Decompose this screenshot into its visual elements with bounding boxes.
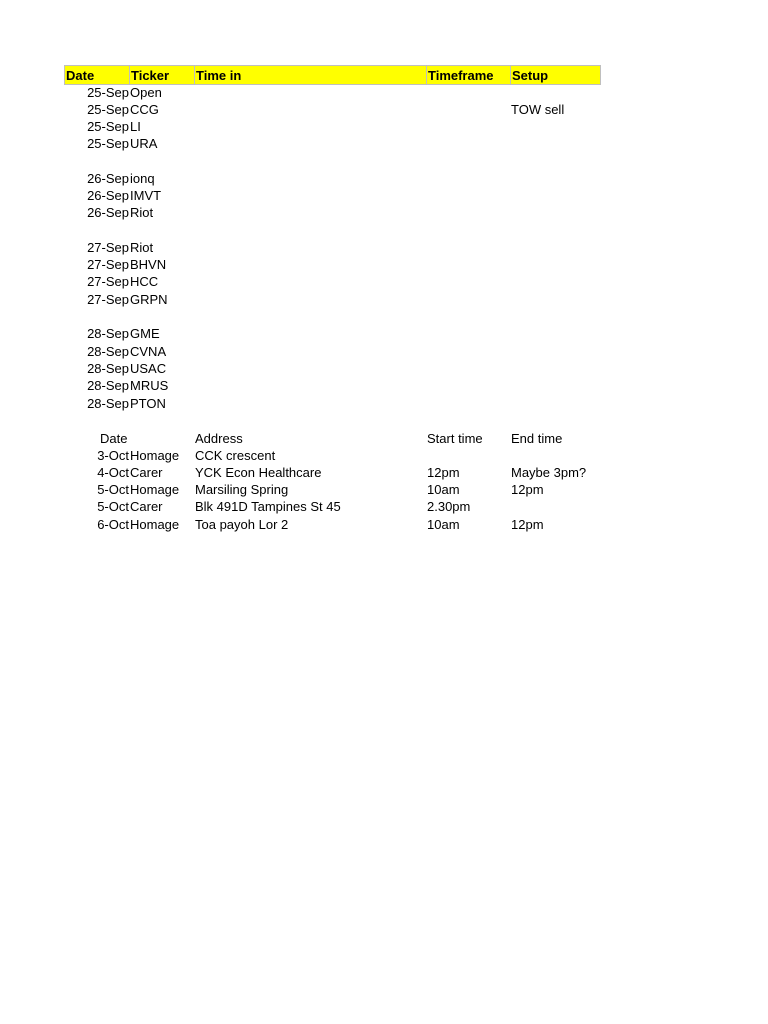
schedule-header-end[interactable]: End time	[511, 431, 563, 446]
trade-ticker[interactable]: Riot	[130, 240, 154, 255]
trade-date[interactable]: 26-Sep	[87, 171, 129, 186]
table-row	[64, 101, 601, 118]
schedule-end[interactable]	[511, 498, 601, 515]
schedule-date[interactable]: 5-Oct	[97, 499, 129, 514]
table-row	[64, 291, 601, 308]
schedule-type[interactable]: Carer	[130, 499, 163, 514]
trade-date[interactable]: 26-Sep	[87, 188, 129, 203]
trade-setup[interactable]	[511, 170, 601, 187]
header-date[interactable]: Date	[65, 66, 130, 84]
table-row	[64, 325, 601, 342]
header-ticker[interactable]: Ticker	[130, 66, 195, 84]
schedule-end[interactable]: 12pm	[511, 482, 544, 497]
schedule-header-date[interactable]: Date	[100, 431, 128, 446]
trade-ticker[interactable]: BHVN	[130, 257, 167, 272]
table-row	[64, 187, 601, 204]
trade-ticker[interactable]: PTON	[130, 396, 166, 411]
table-row	[64, 256, 601, 273]
trade-setup[interactable]	[511, 325, 601, 342]
header-timeframe[interactable]: Timeframe	[427, 66, 511, 84]
table-row	[64, 239, 601, 256]
trade-setup[interactable]	[511, 291, 601, 308]
schedule-address[interactable]: Marsiling Spring	[195, 482, 289, 497]
trade-setup[interactable]	[511, 187, 601, 204]
trade-ticker[interactable]: CCG	[130, 102, 159, 117]
schedule-type[interactable]: Carer	[130, 465, 163, 480]
trade-date[interactable]: 25-Sep	[87, 136, 129, 151]
table-row	[64, 395, 601, 412]
schedule-address[interactable]: Toa payoh Lor 2	[195, 517, 289, 532]
schedule-date[interactable]: 4-Oct	[97, 465, 129, 480]
trade-date[interactable]: 25-Sep	[87, 119, 129, 134]
trade-setup[interactable]	[511, 343, 601, 360]
trade-setup[interactable]: TOW sell	[511, 102, 565, 117]
header-setup[interactable]: Setup	[512, 68, 549, 83]
trade-setup[interactable]	[511, 239, 601, 256]
trade-ticker[interactable]: Open	[130, 85, 162, 100]
table-row	[64, 360, 601, 377]
header-row	[64, 65, 601, 85]
trade-date[interactable]: 25-Sep	[87, 85, 129, 100]
schedule-type[interactable]: Homage	[130, 448, 180, 463]
schedule-start[interactable]	[427, 447, 511, 464]
table-row	[64, 135, 601, 152]
table-row	[64, 170, 601, 187]
schedule-row	[64, 447, 601, 464]
schedule-header-row	[64, 430, 601, 447]
schedule-start[interactable]: 2.30pm	[427, 499, 471, 514]
schedule-date[interactable]: 6-Oct	[97, 517, 129, 532]
schedule-start[interactable]: 10am	[427, 517, 460, 532]
schedule-address[interactable]: YCK Econ Healthcare	[195, 465, 322, 480]
trade-setup[interactable]	[511, 118, 601, 135]
schedule-header-start[interactable]: Start time	[427, 431, 483, 446]
trade-setup[interactable]	[511, 395, 601, 412]
trade-setup[interactable]	[511, 204, 601, 221]
table-row	[64, 84, 601, 101]
trade-date[interactable]: 27-Sep	[87, 240, 129, 255]
schedule-date[interactable]: 5-Oct	[97, 482, 129, 497]
trade-ticker[interactable]: USAC	[130, 361, 167, 376]
trade-date[interactable]: 25-Sep	[87, 102, 129, 117]
table-row	[64, 343, 601, 360]
table-row	[64, 377, 601, 394]
schedule-header-address[interactable]: Address	[195, 431, 243, 446]
schedule-type[interactable]: Homage	[130, 482, 180, 497]
trade-date[interactable]: 26-Sep	[87, 205, 129, 220]
trade-ticker[interactable]: MRUS	[130, 378, 169, 393]
trade-date[interactable]: 28-Sep	[87, 361, 129, 376]
trade-ticker[interactable]: GME	[130, 326, 160, 341]
header-time-in[interactable]: Time in	[195, 66, 427, 84]
schedule-start[interactable]: 12pm	[427, 465, 460, 480]
schedule-address[interactable]: CCK crescent	[195, 448, 276, 463]
trade-setup[interactable]	[511, 360, 601, 377]
table-row	[64, 118, 601, 135]
schedule-address[interactable]: Blk 491D Tampines St 45	[195, 499, 341, 514]
trade-ticker[interactable]: LI	[130, 119, 141, 134]
trade-setup[interactable]	[511, 84, 601, 101]
trade-ticker[interactable]: GRPN	[130, 292, 168, 307]
trade-ticker[interactable]: HCC	[130, 274, 159, 289]
trade-date[interactable]: 28-Sep	[87, 396, 129, 411]
trade-date[interactable]: 27-Sep	[87, 292, 129, 307]
trade-ticker[interactable]: ionq	[130, 171, 155, 186]
schedule-row	[64, 481, 601, 498]
schedule-end[interactable]: Maybe 3pm?	[511, 465, 587, 480]
trade-ticker[interactable]: URA	[130, 136, 158, 151]
schedule-row	[64, 516, 601, 533]
schedule-start[interactable]: 10am	[427, 482, 460, 497]
trade-date[interactable]: 28-Sep	[87, 326, 129, 341]
trade-ticker[interactable]: Riot	[130, 205, 154, 220]
schedule-type[interactable]: Homage	[130, 517, 180, 532]
trade-date[interactable]: 27-Sep	[87, 274, 129, 289]
trade-setup[interactable]	[511, 135, 601, 152]
trade-date[interactable]: 27-Sep	[87, 257, 129, 272]
trade-date[interactable]: 28-Sep	[87, 344, 129, 359]
schedule-end[interactable]	[511, 447, 601, 464]
schedule-row	[64, 464, 601, 481]
schedule-row	[64, 498, 601, 515]
schedule-date[interactable]: 3-Oct	[97, 448, 129, 463]
schedule-end[interactable]: 12pm	[511, 517, 544, 532]
trade-ticker[interactable]: CVNA	[130, 344, 167, 359]
trade-date[interactable]: 28-Sep	[87, 378, 129, 393]
table-row	[64, 273, 601, 290]
trade-setup[interactable]	[511, 256, 601, 273]
trade-setup[interactable]	[511, 273, 601, 290]
table-row	[64, 204, 601, 221]
trade-ticker[interactable]: IMVT	[130, 188, 162, 203]
trade-setup[interactable]	[511, 377, 601, 394]
